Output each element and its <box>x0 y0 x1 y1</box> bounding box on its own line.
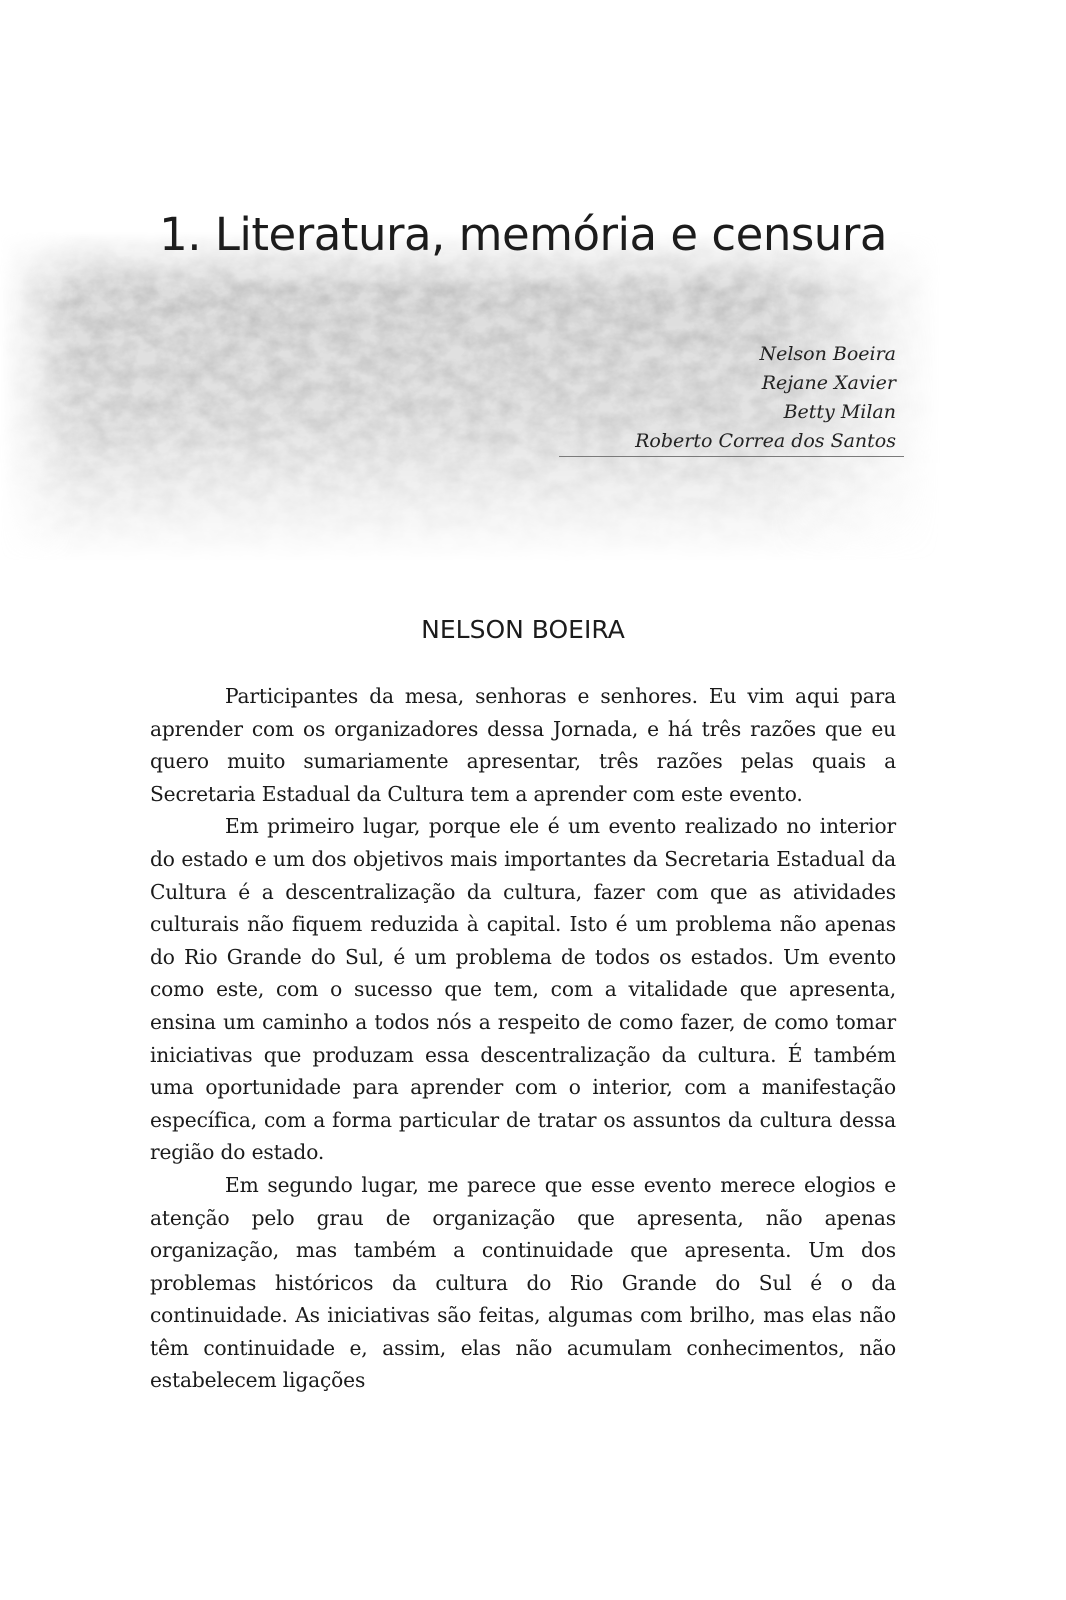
body-text <box>150 680 896 1397</box>
author-name: Nelson Boeira <box>759 343 896 365</box>
section-heading: NELSON BOEIRA <box>421 615 625 644</box>
paragraph: Em primeiro lugar, porque ele é um evento realizado no interior do estado e um dos objetivos mais importantes da Secretaria Estadual da Cultura é a descentralização da cultura, fazer com que as atividades culturais não fiquem reduzida à capital. Isto é um problema não apenas do Rio Grande do Sul, é um problema de todos os estados. Um evento como este, com o sucesso que tem, com a vitalidade que apresenta, ensina um caminho a todos nós a respeito de como fazer, de como tomar iniciativas que produzam essa descentralização da cultura. É também uma oportunidade para aprender com o interior, com a manifestação específica, com a forma particular de tratar os assuntos da cultura dessa região do estado. <box>150 814 896 1165</box>
author-divider-line <box>559 456 904 457</box>
chapter-title: 1. Literatura, memória e censura <box>159 208 887 261</box>
author-list <box>536 340 896 456</box>
author-name: Rejane Xavier <box>761 372 896 394</box>
author-name: Roberto Correa dos Santos <box>635 430 896 452</box>
paragraph: Em segundo lugar, me parece que esse evento merece elogios e atenção pelo grau de organização que apresenta, não apenas organização, mas também a continuidade que apresenta. Um dos problemas históricos da cultura do Rio Grande do Sul é o da continuidade. As iniciativas são feitas, algumas com brilho, mas elas não têm continuidade e, assim, elas não acumulam conhecimentos, não estabelecem ligações <box>150 1172 896 1393</box>
author-name: Betty Milan <box>783 401 896 423</box>
paragraph: Participantes da mesa, senhoras e senhores. Eu vim aqui para aprender com os organizadores dessa Jornada, e há três razões que eu quero muito sumariamente apresentar, três razões pelas quais a Secretaria Estadual da Cultura tem a aprender com este evento. <box>150 684 896 806</box>
